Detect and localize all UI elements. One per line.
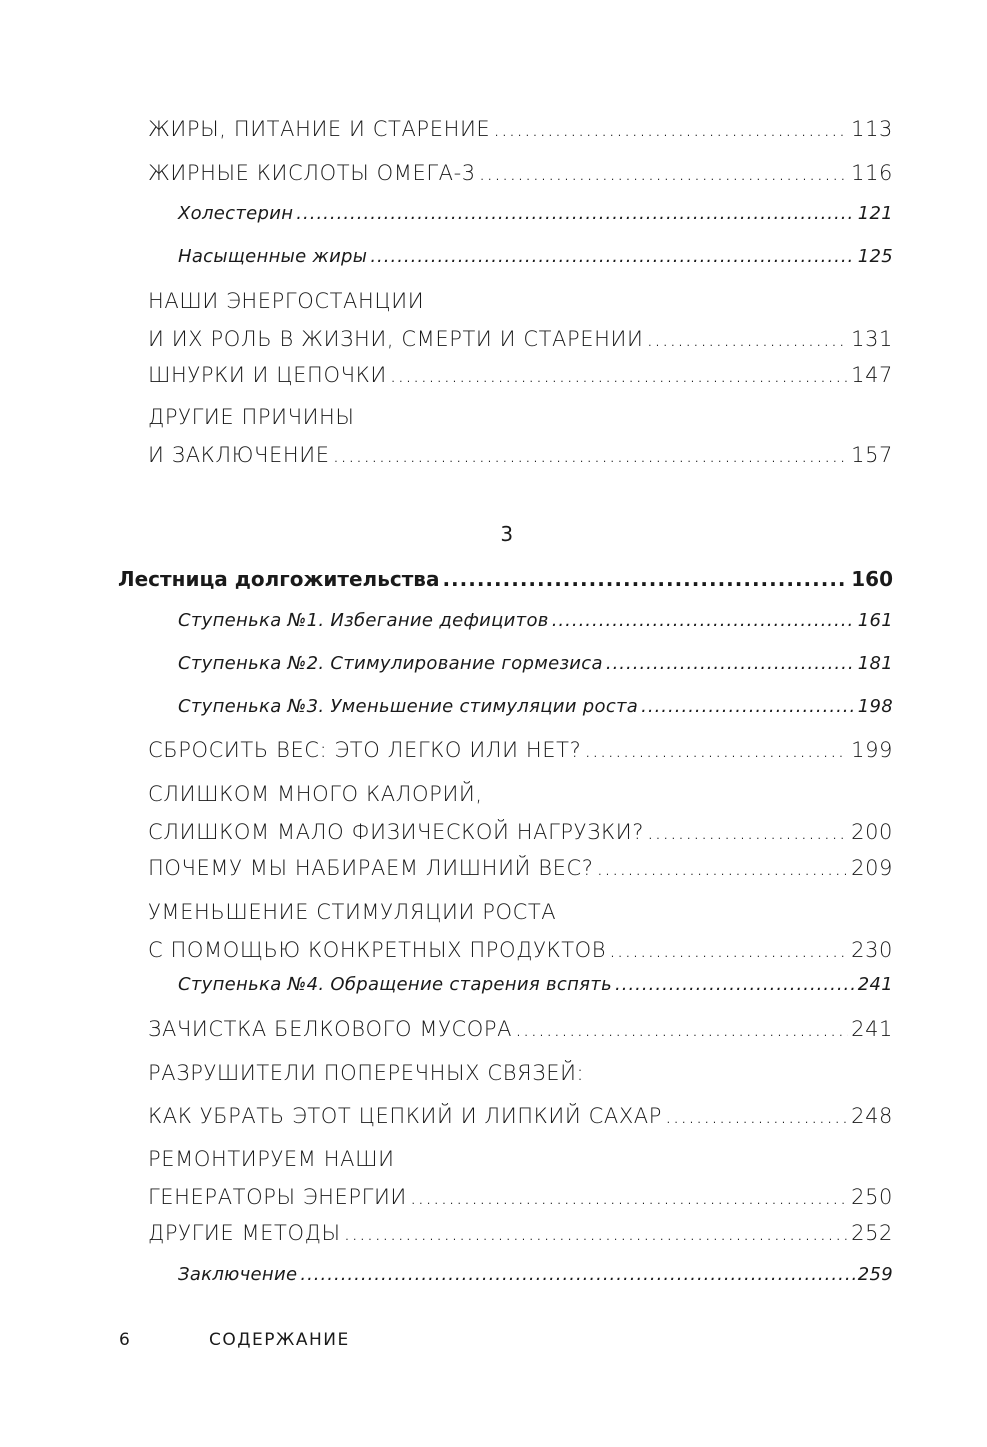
dot-leader (493, 110, 848, 148)
entry-page: 113 (851, 117, 893, 141)
entry-page: 198 (857, 696, 893, 717)
entry-page: 248 (851, 1104, 893, 1128)
entry-page: 161 (857, 610, 893, 631)
entry-page: 121 (857, 203, 893, 224)
dot-leader (370, 242, 854, 272)
entry-title: РАЗРУШИТЕЛИ ПОПЕРЕЧНЫХ СВЯЗЕЙ: (148, 1061, 585, 1085)
page-number: 6 (119, 1330, 132, 1350)
toc-entry (148, 1214, 893, 1252)
entry-page: 259 (857, 1264, 893, 1285)
dot-leader (344, 1214, 848, 1252)
entry-page: 125 (857, 246, 893, 267)
toc-entry (148, 282, 893, 358)
entry-title: Насыщенные жиры (178, 246, 368, 267)
entry-page: 147 (851, 363, 893, 387)
entry-page: 157 (851, 443, 893, 467)
entry-title: Лестница долгожительства (118, 567, 440, 591)
dot-leader (609, 931, 848, 969)
entry-title: Ступенька №2. Стимулирование гормезиса (178, 653, 603, 674)
toc-chapter-heading (118, 563, 893, 595)
toc-entry (148, 356, 893, 394)
entry-title: Ступенька №4. Обращение старения вспять (178, 974, 613, 995)
dot-leader (333, 436, 848, 474)
toc-subentry (178, 242, 893, 272)
toc-entry (148, 398, 893, 474)
chapter-number: 3 (500, 522, 514, 546)
toc-entry (148, 1140, 893, 1216)
entry-title: ПОЧЕМУ МЫ НАБИРАЕМ ЛИШНИЙ ВЕС? (148, 856, 594, 880)
entry-page: 181 (857, 653, 893, 674)
entry-title: ДРУГИЕ ПРИЧИНЫ (148, 405, 355, 429)
toc-subentry (178, 970, 893, 1000)
entry-page: 252 (851, 1221, 893, 1245)
dot-leader (584, 731, 848, 769)
entry-title-continued: ГЕНЕРАТОРЫ ЭНЕРГИИ (148, 1185, 407, 1209)
entry-title-continued: И ЗАКЛЮЧЕНИЕ (148, 443, 330, 467)
entry-title: НАШИ ЭНЕРГОСТАНЦИИ (148, 289, 425, 313)
dot-leader (296, 199, 854, 229)
entry-page: 200 (851, 820, 893, 844)
dot-leader (515, 1010, 848, 1048)
entry-page: 230 (851, 938, 893, 962)
toc-entry (148, 1054, 893, 1092)
entry-title: СЛИШКОМ МНОГО КАЛОРИЙ, (148, 782, 483, 806)
toc-subentry (178, 606, 893, 636)
entry-page: 209 (851, 856, 893, 880)
toc-entry (148, 1097, 893, 1135)
toc-entry (148, 775, 893, 851)
page-footer (119, 1330, 350, 1350)
entry-title: ШНУРКИ И ЦЕПОЧКИ (148, 363, 387, 387)
dot-leader (390, 356, 848, 394)
entry-title: Ступенька №1. Избегание дефицитов (178, 610, 549, 631)
dot-leader (596, 849, 848, 887)
dot-leader (552, 606, 855, 636)
dot-leader (615, 970, 855, 1000)
dot-leader (300, 1260, 854, 1290)
dot-leader (665, 1097, 848, 1135)
entry-title-continued: СЛИШКОМ МАЛО ФИЗИЧЕСКОЙ НАГРУЗКИ? (148, 820, 644, 844)
entry-title: РЕМОНТИРУЕМ НАШИ (148, 1147, 395, 1171)
toc-subentry (178, 692, 893, 722)
entry-page: 199 (851, 738, 893, 762)
toc-subentry (178, 649, 893, 679)
dot-leader (647, 813, 848, 851)
entry-title: ЖИРНЫЕ КИСЛОТЫ ОМЕГА-3 (148, 161, 476, 185)
entry-title-continued: И ИХ РОЛЬ В ЖИЗНИ, СМЕРТИ И СТАРЕНИИ (148, 327, 644, 351)
toc-subentry (178, 199, 893, 229)
entry-title: СБРОСИТЬ ВЕС: ЭТО ЛЕГКО ИЛИ НЕТ? (148, 738, 582, 762)
entry-title-continued: С ПОМОЩЬЮ КОНКРЕТНЫХ ПРОДУКТОВ (148, 938, 607, 962)
dot-leader (606, 649, 855, 679)
toc-entry (148, 731, 893, 769)
entry-page: 131 (851, 327, 893, 351)
toc-entry (148, 154, 893, 192)
toc-entry (148, 1010, 893, 1048)
toc-entry (148, 849, 893, 887)
entry-title: УМЕНЬШЕНИЕ СТИМУЛЯЦИИ РОСТА (148, 900, 557, 924)
dot-leader (641, 692, 855, 722)
dot-leader (646, 320, 848, 358)
entry-title: КАК УБРАТЬ ЭТОТ ЦЕПКИЙ И ЛИПКИЙ САХАР (148, 1104, 663, 1128)
entry-title: ДРУГИЕ МЕТОДЫ (148, 1221, 341, 1245)
entry-title: Ступенька №3. Уменьшение стимуляции роста (178, 696, 639, 717)
dot-leader (442, 563, 848, 595)
entry-title: ЗАЧИСТКА БЕЛКОВОГО МУСОРА (148, 1017, 513, 1041)
entry-page: 241 (857, 974, 893, 995)
entry-title: Холестерин (178, 203, 294, 224)
toc-entry (148, 893, 893, 969)
entry-page: 116 (851, 161, 893, 185)
toc-entry (148, 110, 893, 148)
dot-leader (479, 154, 848, 192)
entry-page: 241 (851, 1017, 893, 1041)
entry-page: 250 (851, 1185, 893, 1209)
entry-title: ЖИРЫ, ПИТАНИЕ И СТАРЕНИЕ (148, 117, 491, 141)
dot-leader (410, 1178, 848, 1216)
entry-title: Заключение (178, 1264, 298, 1285)
running-header-title: СОДЕРЖАНИЕ (209, 1330, 350, 1350)
toc-subentry (178, 1260, 893, 1290)
entry-page: 160 (851, 567, 893, 591)
